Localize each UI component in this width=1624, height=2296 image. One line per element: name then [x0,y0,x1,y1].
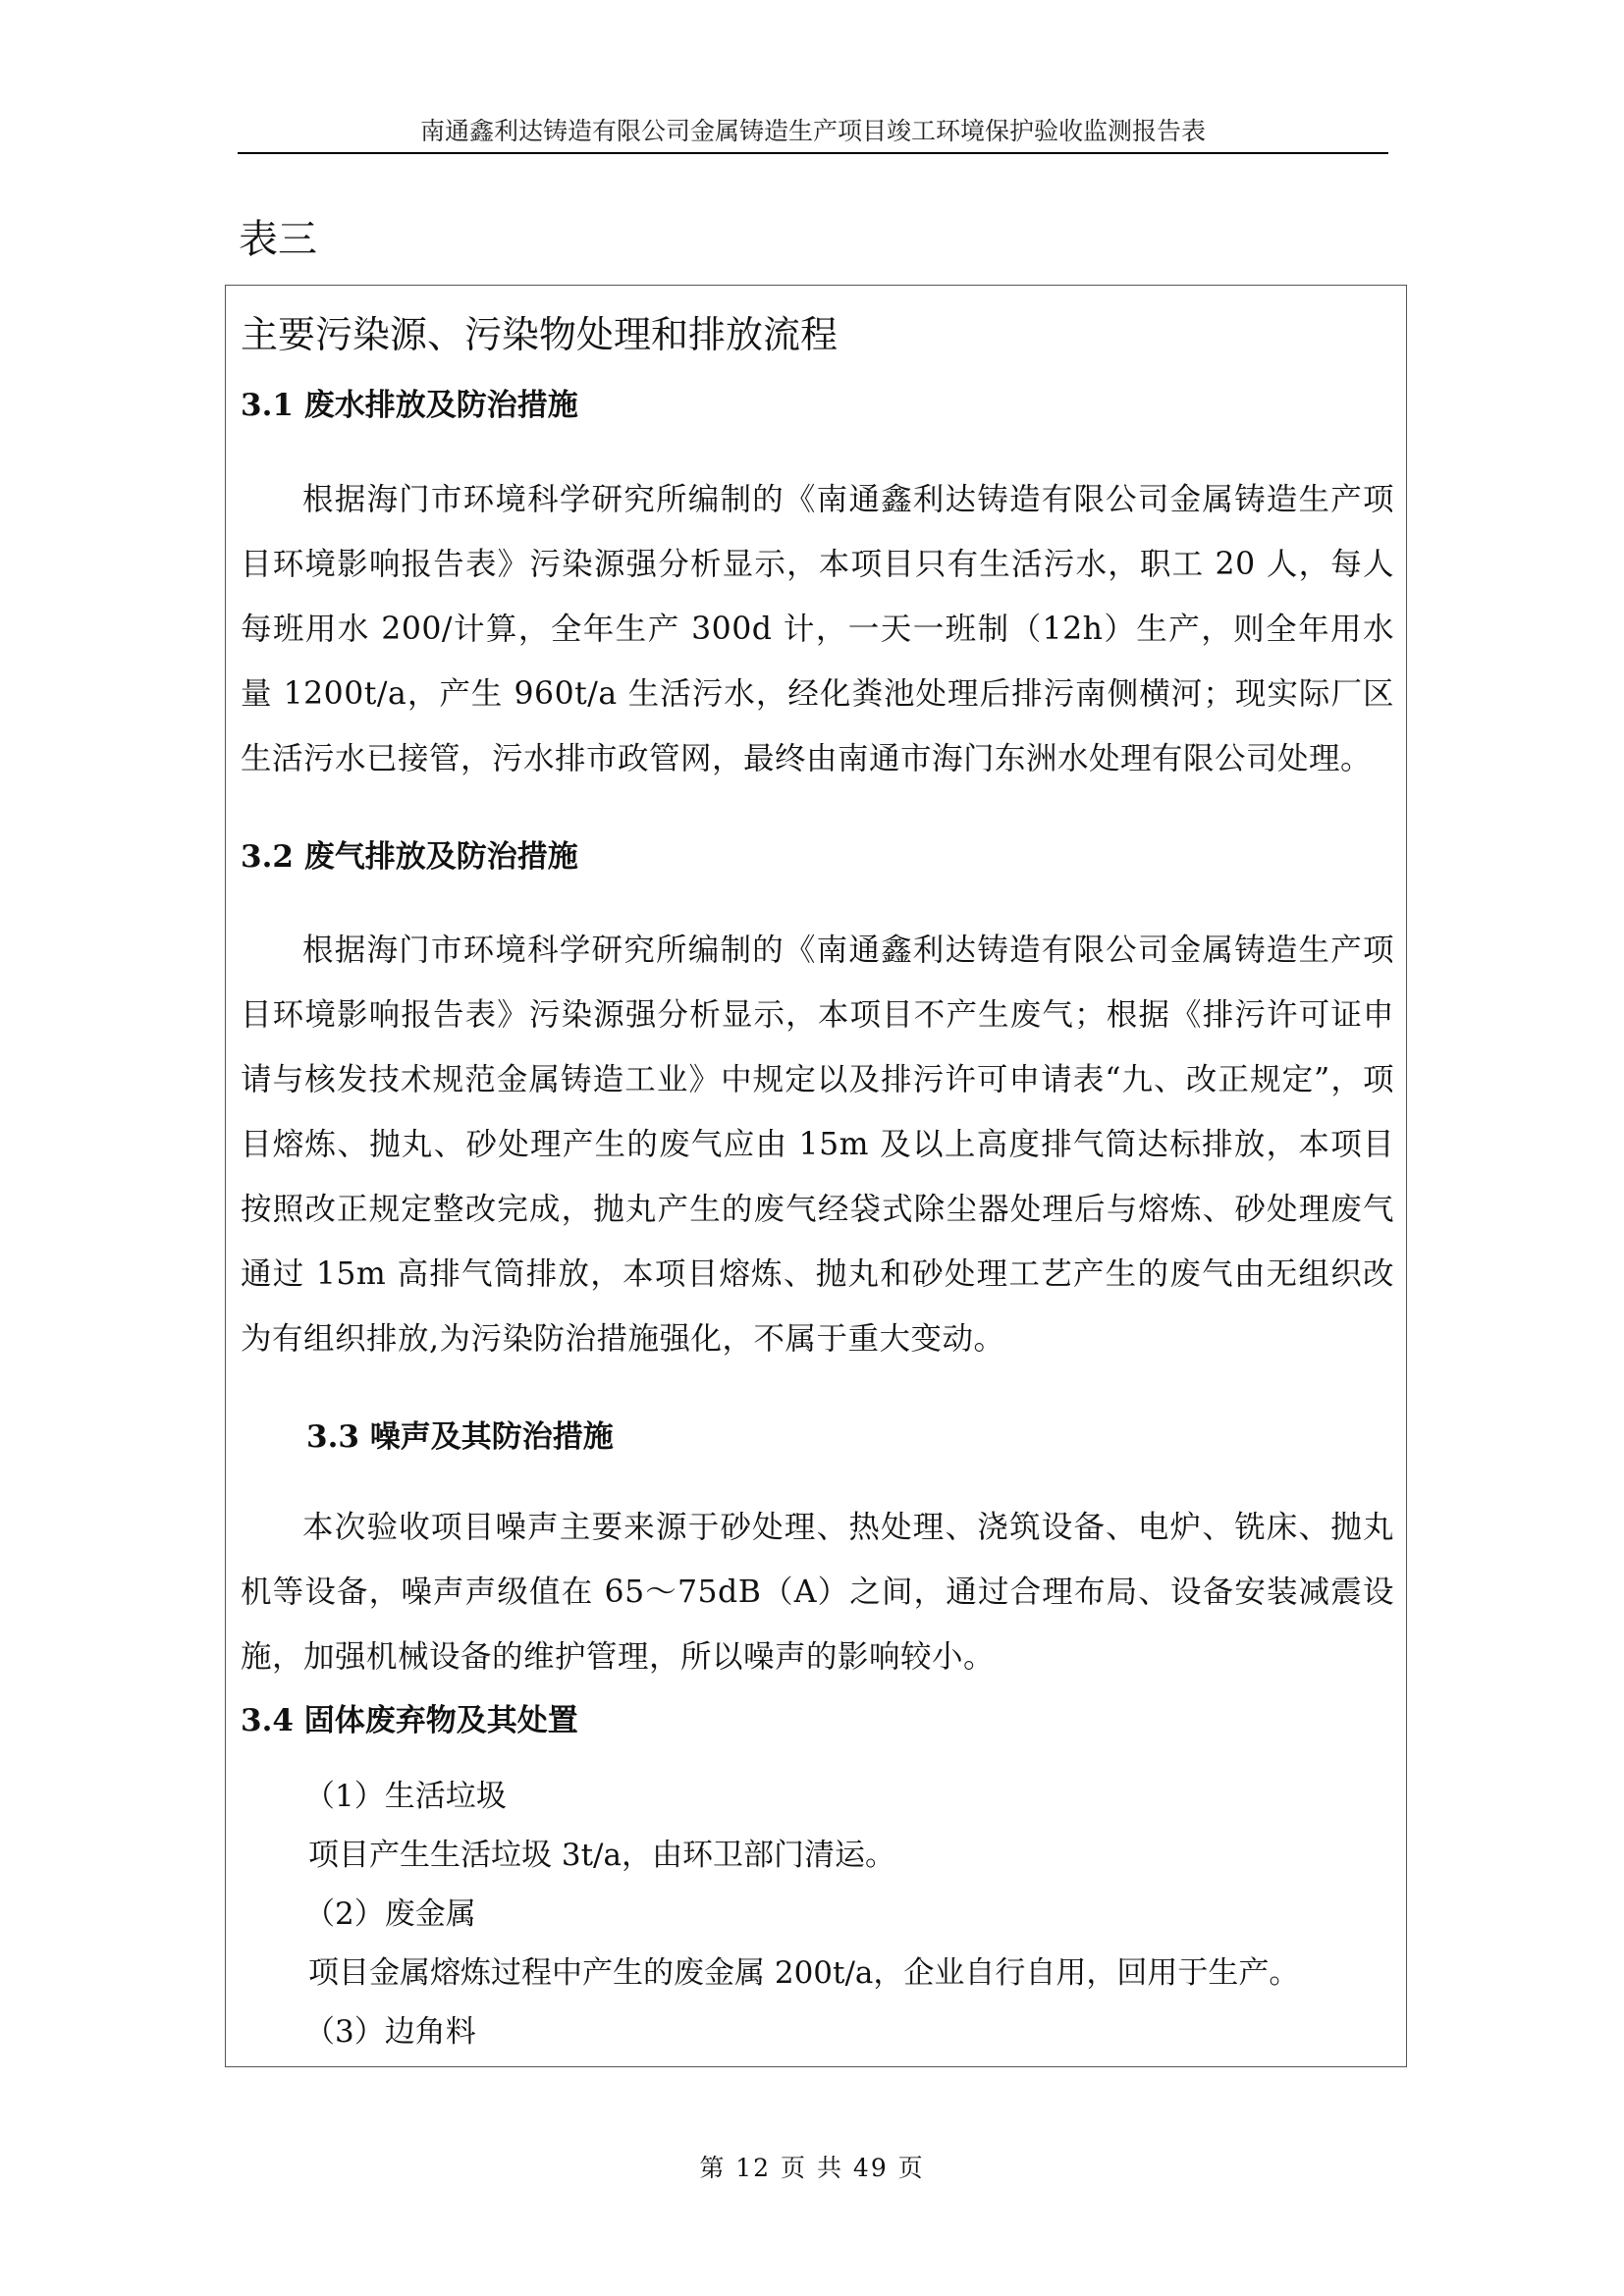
item-label-offcuts: （3）边角料 [304,2014,476,2050]
heading-noise: 3.3 噪声及其防治措施 [306,1419,614,1455]
paragraph-noise: 本次验收项目噪声主要来源于砂处理、热处理、浇筑设备、电炉、铣床、抛丸机等设备，噪声声级值在 65～75dB（A）之间，通过合理布局、设备安装减震设施，加强机械设备的维护管理，所以噪声的影响较小。 [241,1510,1394,1675]
paragraph-exhaust-gas: 根据海门市环境科学研究所编制的《南通鑫利达铸造有限公司金属铸造生产项目环境影响报告表》污染源强分析显示，本项目不产生废气；根据《排污许可证申请与核发技术规范金属铸造工业》中规定以及排污许可申请表“九、改正规定”，项目熔炼、抛丸、砂处理产生的废气应由 15m 及以上高度排气筒达标排放，本项目按照改正规定整改完成，抛丸产生的废气经袋式除尘器处理后与熔炼、砂处理废气通过 15m 高排气筒排放，本项目熔炼、抛丸和砂处理工艺产生的废气由无组织改为有组织排放,为污染防治措施强化，不属于重大变动。 [241,933,1394,1357]
page-number: 第 12 页 共 49 页 [699,2154,925,2182]
item-text-domestic-garbage: 项目产生生活垃圾 3t/a，由环卫部门清运。 [308,1838,895,1873]
heading-solid-waste: 3.4 固体废弃物及其处置 [241,1703,578,1738]
box-title: 主要污染源、污染物处理和排放流程 [241,313,839,356]
header-rule [238,152,1388,154]
heading-wastewater: 3.1 废水排放及防治措施 [241,388,578,423]
item-label-scrap-metal: （2）废金属 [304,1896,476,1932]
content-box [225,285,1407,2067]
document-header: 南通鑫利达铸造有限公司金属铸造生产项目竣工环境保护验收监测报告表 [419,117,1206,145]
heading-exhaust-gas: 3.2 废气排放及防治措施 [241,839,578,875]
section-label: 表三 [239,217,317,262]
item-text-scrap-metal: 项目金属熔炼过程中产生的废金属 200t/a，企业自行自用，回用于生产。 [308,1955,1300,1991]
paragraph-wastewater: 根据海门市环境科学研究所编制的《南通鑫利达铸造有限公司金属铸造生产项目环境影响报告表》污染源强分析显示，本项目只有生活污水，职工 20 人，每人每班用水 200/计算，全年生产 300d 计，一天一班制（12h）生产，则全年用水量 1200t/a，产生 960t/a 生活污水，经化粪池处理后排污南侧横河；现实际厂区生活污水已接管，污水排市政管网，最终由南通市海门东洲水处理有限公司处理。 [241,482,1394,776]
item-label-domestic-garbage: （1）生活垃圾 [304,1779,507,1814]
